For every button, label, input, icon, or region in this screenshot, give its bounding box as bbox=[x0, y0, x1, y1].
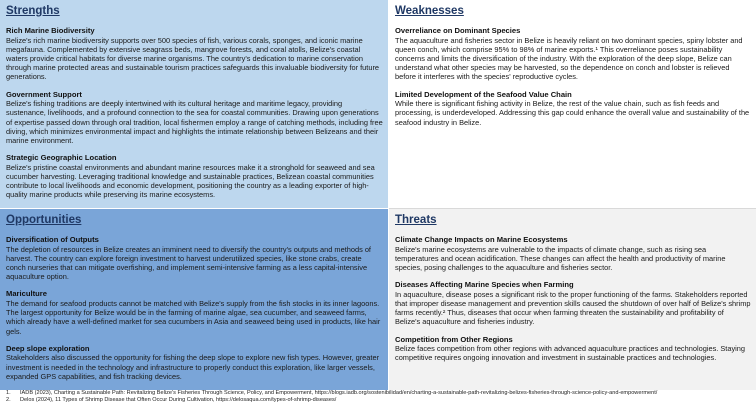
threats-title: Threats bbox=[395, 214, 437, 226]
strength-item bbox=[6, 26, 383, 82]
opportunity-item bbox=[6, 289, 383, 335]
opportunity-heading: Mariculture bbox=[6, 289, 47, 299]
footnote-text: IADB (2023), Charting a Sustainable Path: Revitalizing Belize's Fisheries Through Science, Policy, and Empowerment, https://blogs.iadb.org/sostenibilidad/en/charting-a-sustainable-path-revitalizing-belizes-fisheries-through-science-policy-and-empowerment/ bbox=[20, 390, 658, 396]
opportunities-title: Opportunities bbox=[6, 214, 82, 226]
weakness-item bbox=[395, 26, 751, 82]
footnote bbox=[0, 390, 756, 397]
footnotes bbox=[0, 390, 756, 406]
weakness-heading: Overreliance on Dominant Species bbox=[395, 26, 521, 35]
threat-item bbox=[395, 335, 751, 363]
strength-body: Belize's rich marine biodiversity supports over 500 species of fish, various corals, sponges, and iconic marine megafauna. Complemented by extensive seagrass beds, mangrove forests, and coral atolls, Belize's coastal waters provide critical habitats for diverse marine organisms. The country's dedication to marine conservation through marine protected areas and sustainable tourism practices safeguards this invaluable biodiversity for future generations. bbox=[6, 35, 380, 82]
strengths-quadrant bbox=[0, 0, 389, 209]
strength-item bbox=[6, 153, 383, 199]
threats-quadrant bbox=[389, 209, 756, 390]
weaknesses-quadrant bbox=[389, 0, 756, 209]
threat-heading: Climate Change Impacts on Marine Ecosystems bbox=[395, 235, 568, 244]
strength-heading: Strategic Geographic Location bbox=[6, 153, 117, 163]
opportunity-item bbox=[6, 235, 383, 281]
threat-item bbox=[395, 280, 751, 326]
strength-body: Belize's fishing traditions are deeply intertwined with its cultural heritage and maritime legacy, providing sustenance, livelihoods, and a profound connection to the sea for coastal communities. Drawing upon generations of expertise passed down through oral tradition, local fishermen employ a range of catching methods, including free diving, which minimizes environmental impact and highlights the intimate relationship between Belizeans and their marine environment. bbox=[6, 99, 383, 146]
threat-body: Belize's marine ecosystems are vulnerable to the impacts of climate change, such as rising sea temperatures and ocean acidification. These changes can affect the health and productivity of marine species, posing challenges to the aquaculture and fisheries sector. bbox=[395, 244, 726, 272]
strengths-title: Strengths bbox=[6, 5, 60, 17]
threat-body: Belize faces competition from other regions with advanced aquaculture practices and technologies. Staying competitive requires ongoing innovation and investment in sustainable practices and technologies. bbox=[395, 344, 746, 363]
threat-heading: Diseases Affecting Marine Species when Farming bbox=[395, 280, 574, 290]
footnote-number: 1. bbox=[6, 390, 11, 396]
opportunity-item bbox=[6, 344, 383, 381]
threat-item bbox=[395, 235, 751, 272]
threat-body: In aquaculture, disease poses a significant risk to the proper functioning of the farms. Stakeholders reported that improper disease management and prevention skills caused the shutdown of over half of Belize's shrimp farms recently.² Thus, diseases that occur when farming threaten the sustainability and profitability of Belize's aquaculture and fisheries industry. bbox=[395, 289, 751, 327]
strength-item bbox=[6, 90, 383, 146]
threat-heading: Competition from Other Regions bbox=[395, 334, 513, 344]
weakness-body: While there is significant fishing activity in Belize, the rest of the value chain, such as fish feeds and processing, is underdeveloped. Addressing this gap could enhance the overall value and sustainability of the seafood industry in Belize. bbox=[395, 99, 750, 127]
footnote-text: Delos (2024), 11 Types of Shrimp Disease that Often Occur During Cultivation, https://delosaqua.com/types-of-shrimp-diseases/ bbox=[20, 397, 337, 403]
weakness-body: The aquaculture and fisheries sector in Belize is heavily reliant on two dominant species, spiny lobster and queen conch, which comprise 95% to 98% of marine exports.¹ This overreliance poses sustainability concerns and limits the diversification of the industry. With the exploration of the deep slope, Belize can understand what other species may be harvested, so the dependence on conch and lobster is relieved before it interferes with the species' reproductive cycles. bbox=[395, 35, 743, 82]
strength-heading: Government Support bbox=[6, 89, 82, 99]
opportunities-quadrant bbox=[0, 209, 389, 390]
strength-heading: Rich Marine Biodiversity bbox=[6, 26, 95, 35]
opportunity-heading: Deep slope exploration bbox=[6, 343, 90, 353]
footnote bbox=[0, 397, 756, 404]
strength-body: Belize's pristine coastal environments and abundant marine resources make it a stronghold for seaweed and sea cucumber harvesting. Leveraging traditional knowledge and sustainable practices, Belizean coastal communities contribute to local livelihoods and economic development, positioning the country as a leading exporter of high-quality marine products while preserving its marine ecosystems. bbox=[6, 162, 375, 200]
footnote-number: 2. bbox=[6, 397, 11, 403]
opportunity-body: The demand for seafood products cannot be matched with Belize's supply from the fish stocks in its inner lagoons. The largest opportunity for Belize would be in the farming of marine algae, sea cucumber, and seaweed farms, which already have a well-defined market for sea cucumbers in Asia and seaweed being used in products, like hair gels. bbox=[6, 299, 381, 336]
weaknesses-title: Weaknesses bbox=[395, 5, 464, 17]
opportunity-body: Stakeholders also discussed the opportunity for fishing the deep slope to explore new fish types. However, greater investment is needed in the technology and infrastructure to properly conduct this exploration, like larger vessels, expanded GPS capabilities, and fish tracking devices. bbox=[6, 353, 380, 381]
opportunity-heading: Diversification of Outputs bbox=[6, 235, 99, 244]
weakness-item bbox=[395, 90, 751, 127]
weakness-heading: Limited Development of the Seafood Value Chain bbox=[395, 89, 572, 99]
opportunity-body: The depletion of resources in Belize creates an imminent need to diversify the country's outputs and methods of harvest. The country can explore foreign investment to harvest underutilized species, like stone crabs, create conch nurseries that can mitigate overfishing, and implement semi-intensive farming as a less capital-intensive aquaculture option. bbox=[6, 244, 371, 282]
